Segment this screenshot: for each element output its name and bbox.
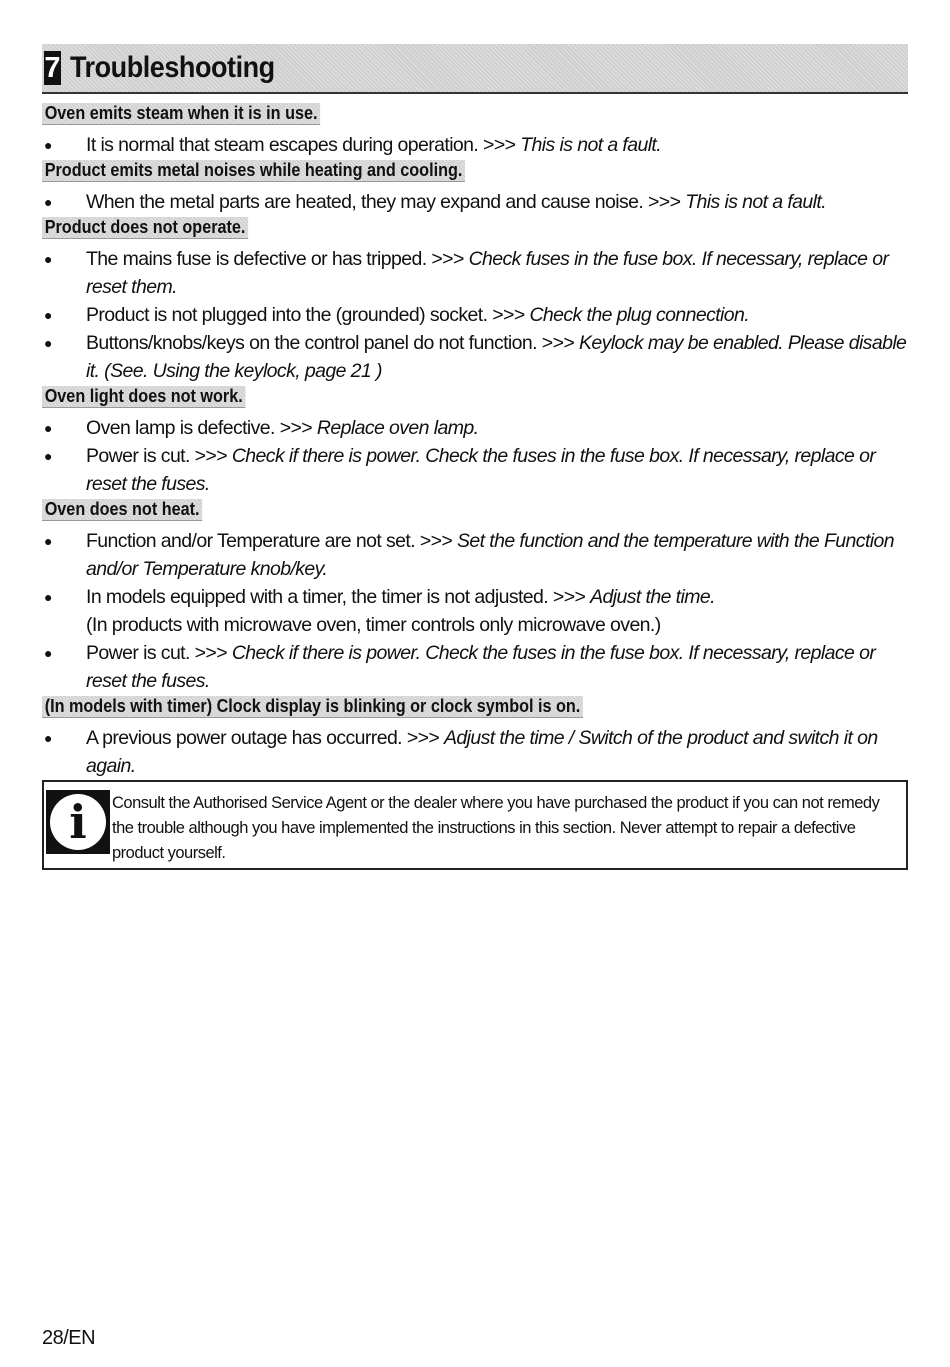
problem-text: Oven lamp is defective. >>>	[86, 417, 317, 439]
problem-text: It is normal that steam escapes during operation. >>>	[86, 134, 521, 156]
bullet-icon: ●	[44, 251, 52, 267]
section-heading: (In models with timer) Clock display is blinking or clock symbol is on.	[42, 696, 583, 718]
bullet-icon: ●	[44, 645, 52, 661]
manual-page	[42, 44, 908, 870]
problem-text: The mains fuse is defective or has tripped. >>>	[86, 248, 469, 270]
solution-item	[42, 414, 908, 442]
problem-text: Product is not plugged into the (grounded) socket. >>>	[86, 304, 530, 326]
troubleshooting-section	[42, 216, 908, 385]
fix-text: Check if there is power. Check the fuses in the fuse box. If necessary, replace or reset the fuses.	[86, 642, 876, 692]
chapter-number: 7	[44, 52, 61, 84]
info-icon: i	[46, 790, 110, 854]
fix-text: This is not a fault.	[685, 191, 827, 213]
solution-list	[42, 188, 908, 216]
troubleshooting-section	[42, 159, 908, 216]
solution-list	[42, 245, 908, 385]
troubleshooting-sections	[42, 102, 908, 780]
solution-item	[42, 583, 908, 639]
problem-text: Power is cut. >>>	[86, 642, 232, 664]
bullet-icon: ●	[44, 194, 52, 210]
problem-text: Buttons/knobs/keys on the control panel do not function. >>>	[86, 332, 579, 354]
bullet-icon: ●	[44, 589, 52, 605]
problem-text: When the metal parts are heated, they may expand and cause noise. >>>	[86, 191, 686, 213]
chapter-title: Troubleshooting	[70, 51, 275, 84]
section-heading: Product emits metal noises while heating and cooling.	[42, 160, 465, 182]
solution-item	[42, 442, 908, 498]
solution-list	[42, 414, 908, 498]
solution-item	[42, 301, 908, 329]
bullet-icon: ●	[44, 448, 52, 464]
info-text: Consult the Authorised Service Agent or the dealer where you have purchased the product if you can not remedy the trouble although you have implemented the instructions in this section. Never attempt to repair a defective product yourself.	[112, 794, 880, 862]
bullet-icon: ●	[44, 730, 52, 746]
fix-text: Keylock may be enabled. Please disable it. (See. Using the keylock, page 21 )	[86, 332, 907, 382]
fix-text: Replace oven lamp.	[316, 417, 479, 439]
section-heading: Oven light does not work.	[42, 386, 245, 408]
solution-item	[42, 131, 908, 159]
problem-text: In models equipped with a timer, the timer is not adjusted. >>>	[86, 586, 591, 608]
section-heading: Oven does not heat.	[42, 499, 202, 521]
troubleshooting-section	[42, 695, 908, 780]
problem-text: Function and/or Temperature are not set. >>>	[86, 530, 458, 552]
fix-text: Adjust the time.	[590, 586, 715, 608]
solution-item	[42, 724, 908, 780]
problem-text: A previous power outage has occurred. >>>	[86, 727, 445, 749]
bullet-icon: ●	[44, 137, 52, 153]
troubleshooting-section	[42, 385, 908, 498]
fix-text: Check fuses in the fuse box. If necessary, replace or reset them.	[86, 248, 889, 298]
fix-text: Adjust the time / Switch of the product and switch it on again.	[86, 727, 878, 777]
solution-item	[42, 188, 908, 216]
note-text: (In products with microwave oven, timer controls only microwave oven.)	[86, 614, 661, 636]
page-number: 28/EN	[42, 1327, 96, 1349]
chapter-header	[42, 44, 908, 94]
solution-list	[42, 724, 908, 780]
info-box	[42, 780, 908, 870]
solution-item	[42, 245, 908, 301]
solution-list	[42, 527, 908, 695]
section-heading: Product does not operate.	[42, 217, 248, 239]
fix-text: Check the plug connection.	[529, 304, 750, 326]
troubleshooting-section	[42, 498, 908, 695]
bullet-icon: ●	[44, 307, 52, 323]
solution-item	[42, 639, 908, 695]
solution-item	[42, 329, 908, 385]
bullet-icon: ●	[44, 420, 52, 436]
bullet-icon: ●	[44, 335, 52, 351]
problem-text: Power is cut. >>>	[86, 445, 232, 467]
fix-text: Check if there is power. Check the fuses in the fuse box. If necessary, replace or reset the fuses.	[86, 445, 876, 495]
fix-text: Set the function and the temperature with the Function and/or Temperature knob/key.	[86, 530, 894, 580]
solution-item	[42, 527, 908, 583]
solution-list	[42, 131, 908, 159]
fix-text: This is not a fault.	[520, 134, 662, 156]
troubleshooting-section	[42, 102, 908, 159]
bullet-icon: ●	[44, 533, 52, 549]
section-heading: Oven emits steam when it is in use.	[42, 103, 320, 125]
